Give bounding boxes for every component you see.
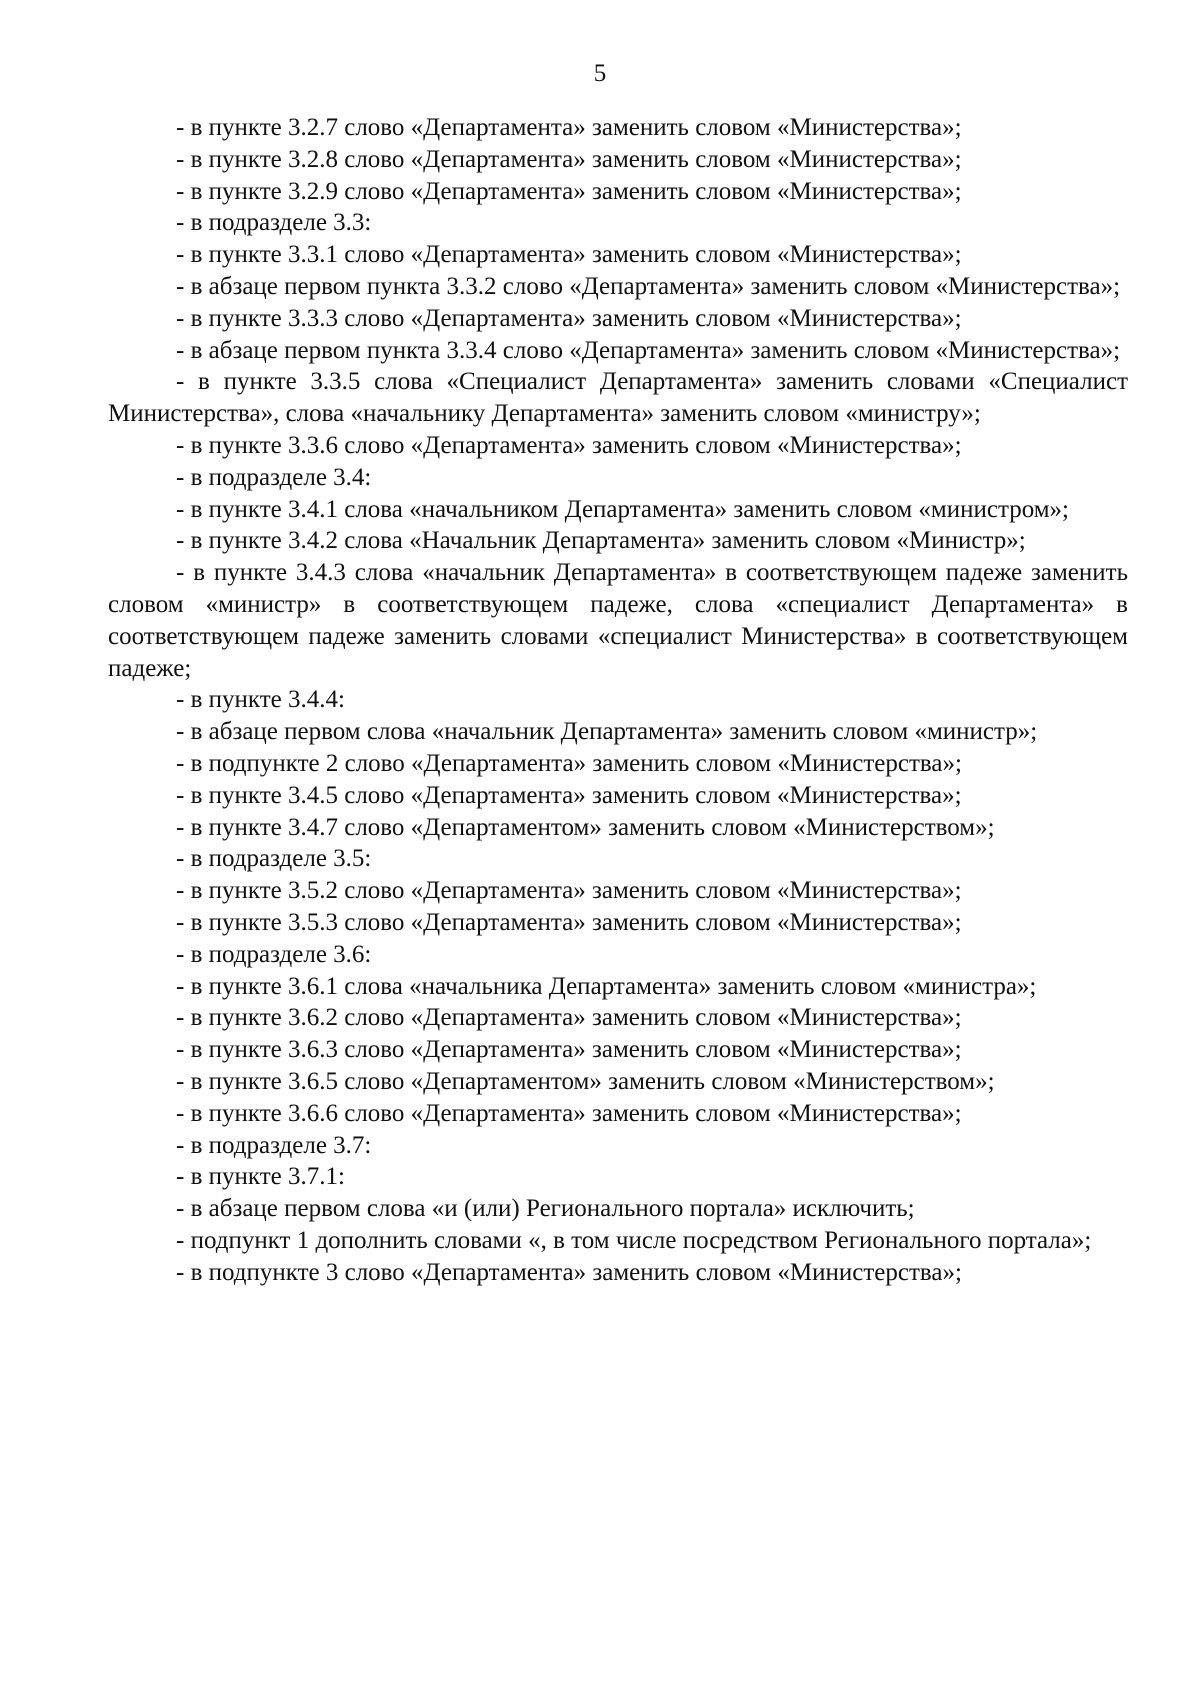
paragraph: - в пункте 3.2.8 слово «Департамента» заменить словом «Министерства»; [176, 145, 962, 173]
paragraph: - в абзаце первом слова «начальник Департамента» заменить словом «министр»; [176, 718, 1038, 746]
paragraph: - в пункте 3.4.5 слово «Департамента» заменить словом «Министерства»; [176, 781, 962, 809]
paragraph: - в подразделе 3.6: [176, 940, 372, 968]
paragraph: - в пункте 3.3.6 слово «Департамента» заменить словом «Министерства»; [176, 431, 962, 459]
paragraph: - в пункте 3.3.5 слова «Специалист Департамента» заменить словами «Специалист Министерства», слова «начальнику Департамента» заменить словом «министру»; [108, 368, 1128, 428]
paragraph: - в пункте 3.2.9 слово «Департамента» заменить словом «Министерства»; [176, 177, 962, 205]
paragraph: - в пункте 3.7.1: [176, 1163, 345, 1191]
paragraph: - в пункте 3.6.5 слово «Департаментом» заменить словом «Министерством»; [176, 1067, 995, 1095]
paragraph: - в пункте 3.2.7 слово «Департамента» заменить словом «Министерства»; [176, 114, 962, 141]
paragraph: - в подпункте 3 слово «Департамента» заменить словом «Министерства»; [176, 1258, 962, 1286]
paragraph: - в абзаце первом пункта 3.3.2 слово «Департамента» заменить словом «Министерства»; [176, 272, 1121, 300]
paragraph: - в абзаце первом слова «и (или) Регионального портала» исключить; [176, 1195, 915, 1223]
paragraph: - в подразделе 3.7: [176, 1131, 372, 1159]
paragraph: - в пункте 3.6.3 слово «Департамента» заменить словом «Министерства»; [176, 1036, 962, 1064]
paragraph: - в пункте 3.6.2 слово «Департамента» заменить словом «Министерства»; [176, 1004, 962, 1032]
paragraph: - в подразделе 3.3: [176, 209, 372, 237]
paragraph: - в пункте 3.6.6 слово «Департамента» заменить словом «Министерства»; [176, 1099, 962, 1127]
paragraph: - в подразделе 3.5: [176, 845, 372, 873]
page-number: 5 [593, 60, 607, 87]
paragraph: - в подразделе 3.4: [176, 463, 372, 491]
paragraph: - подпункт 1 дополнить словами «, в том числе посредством Регионального портала»; [176, 1226, 1092, 1254]
paragraph: - в пункте 3.4.1 слова «начальником Департамента» заменить словом «министром»; [176, 495, 1069, 523]
paragraph: - в пункте 3.4.2 слова «Начальник Департамента» заменить словом «Министр»; [176, 527, 1026, 555]
paragraph: - в пункте 3.4.3 слова «начальник Департамента» в соответствующем падеже заменить словом «министр» в соответствующем падеже, слова «специалист Департамента» в соответствующем падеже заменить словами «специалист Министерства» в соответствующем падеже; [108, 559, 1128, 682]
paragraph: - в подпункте 2 слово «Департамента» заменить словом «Министерства»; [176, 749, 962, 777]
paragraph: - в пункте 3.3.1 слово «Департамента» заменить словом «Министерства»; [176, 241, 962, 269]
paragraph: - в абзаце первом пункта 3.3.4 слово «Департамента» заменить словом «Министерства»; [176, 336, 1121, 364]
paragraph: - в пункте 3.4.7 слово «Департаментом» заменить словом «Министерством»; [176, 813, 995, 841]
paragraph: - в пункте 3.5.2 слово «Департамента» заменить словом «Министерства»; [176, 877, 962, 905]
document-body [108, 112, 1128, 1288]
paragraph: - в пункте 3.3.3 слово «Департамента» заменить словом «Министерства»; [176, 304, 962, 332]
paragraph: - в пункте 3.4.4: [176, 686, 345, 714]
paragraph: - в пункте 3.6.1 слова «начальника Департамента» заменить словом «министра»; [176, 972, 1037, 1000]
paragraph: - в пункте 3.5.3 слово «Департамента» заменить словом «Министерства»; [176, 908, 962, 936]
